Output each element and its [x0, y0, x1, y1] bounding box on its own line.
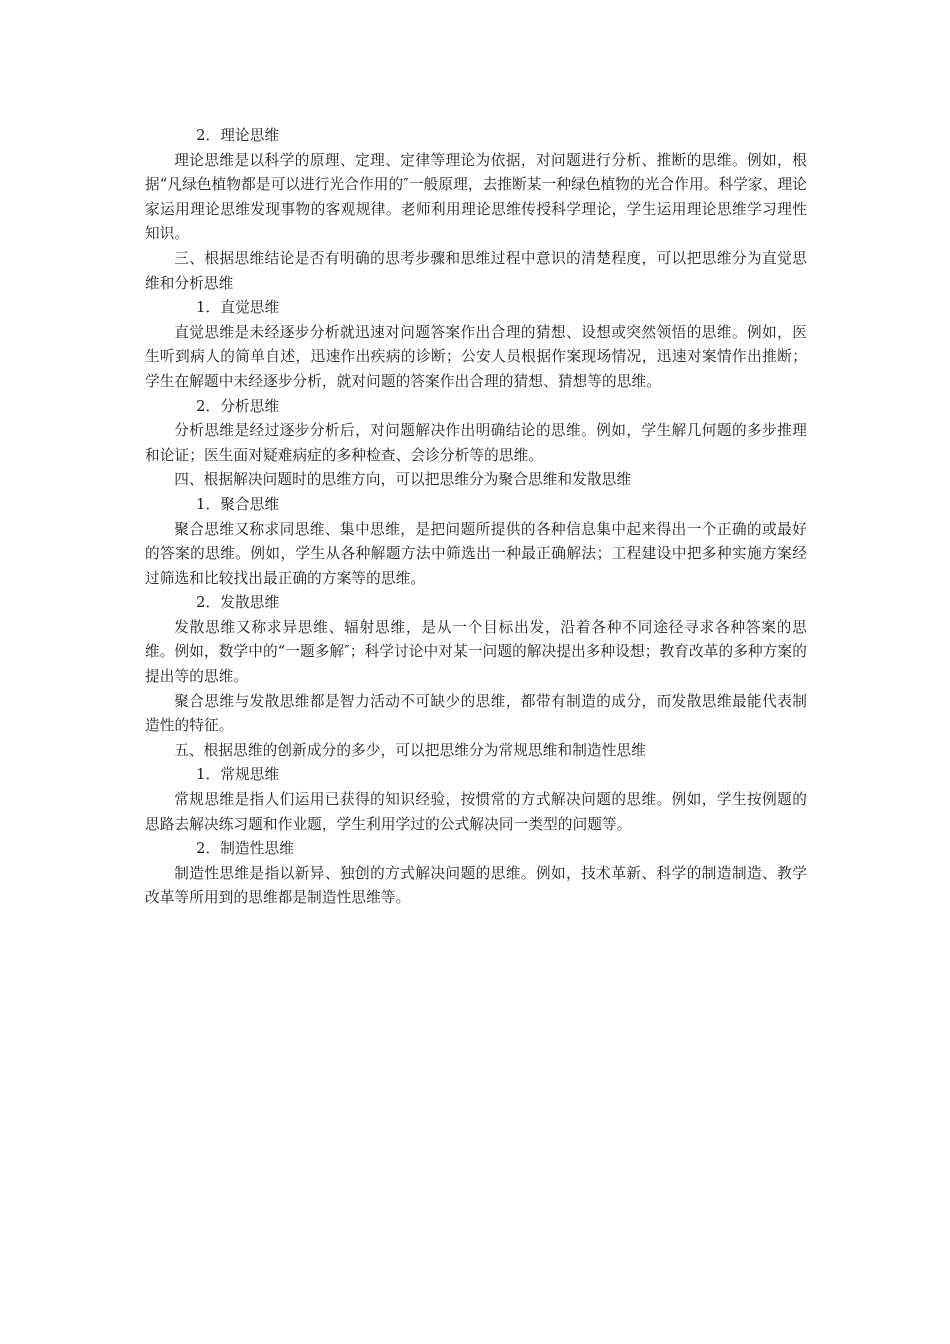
section-heading-intuitive-thinking: 1．直觉思维 [196, 299, 280, 317]
document-body [145, 124, 807, 911]
section-heading-theoretical-thinking: 2．理论思维 [196, 127, 280, 144]
paragraph-intuitive-thinking: 直觉思维是未经逐步分析就迅速对问题答案作出合理的猜想、设想或突然领悟的思维。例如，医生听到病人的简单自述，迅速作出疾病的诊断；公安人员根据作案现场情况，迅速对案情作出推断；学生在解题中未经逐步分析，就对问题的答案作出合理的猜想、猜想等的思维。 [145, 323, 807, 390]
section-heading-creative-thinking: 2．制造性思维 [196, 840, 294, 858]
paragraph-category-five: 五、根据思维的创新成分的多少，可以把思维分为常规思维和制造性思维 [174, 741, 646, 759]
paragraph-convergent-thinking: 聚合思维又称求同思维、集中思维，是把问题所提供的各种信息集中起来得出一个正确的或最好的答案的思维。例如，学生从各种解题方法中筛选出一种最正确解法；工程建设中把多种实施方案经过筛选和比较找出最正确的方案等的思维。 [145, 520, 807, 587]
paragraph-analytical-thinking: 分析思维是经过逐步分析后，对问题解决作出明确结论的思维。例如，学生解几何题的多步推理和论证；医生面对疑难病症的多种检查、会诊分析等的思维。 [145, 422, 807, 464]
paragraph-divergent-thinking: 发散思维又称求异思维、辐射思维，是从一个目标出发，沿着各种不同途径寻求各种答案的思维。例如，数学中的“一题多解″；科学讨论中对某一问题的解决提出多种设想；教育改革的多种方案的提出等的思维。 [145, 618, 807, 686]
paragraph-convergent-divergent-summary: 聚合思维与发散思维都是智力活动不可缺少的思维，都带有制造的成分，而发散思维最能代表制造性的特征。 [145, 692, 807, 735]
section-heading-divergent-thinking: 2．发散思维 [196, 594, 280, 612]
paragraph-creative-thinking: 制造性思维是指以新异、独创的方式解决问题的思维。例如，技术革新、科学的制造制造、教学改革等所用到的思维都是制造性思维等。 [145, 864, 807, 907]
paragraph-category-three: 三、根据思维结论是否有明确的思考步骤和思维过程中意识的清楚程度，可以把思维分为直觉思维和分析思维 [145, 249, 807, 292]
section-heading-convergent-thinking: 1．聚合思维 [196, 495, 280, 513]
paragraph-category-four: 四、根据解决问题时的思维方向，可以把思维分为聚合思维和发散思维 [174, 471, 632, 489]
section-heading-conventional-thinking: 1．常规思维 [196, 766, 280, 784]
paragraph-conventional-thinking: 常规思维是指人们运用已获得的知识经验，按惯常的方式解决问题的思维。例如，学生按例题的思路去解决练习题和作业题，学生利用学过的公式解决同一类型的问题等。 [145, 791, 807, 833]
paragraph-theoretical-thinking: 理论思维是以科学的原理、定理、定律等理论为依据，对问题进行分析、推断的思维。例如，根据“凡绿色植物都是可以进行光合作用的″一般原理，去推断某一种绿色植物的光合作用。科学家、理论家运用理论思维发现事物的客观规律。老师利用理论思维传授科学理论，学生运用理论思维学习理性知识。 [145, 151, 807, 243]
section-heading-analytical-thinking: 2．分析思维 [196, 397, 280, 415]
